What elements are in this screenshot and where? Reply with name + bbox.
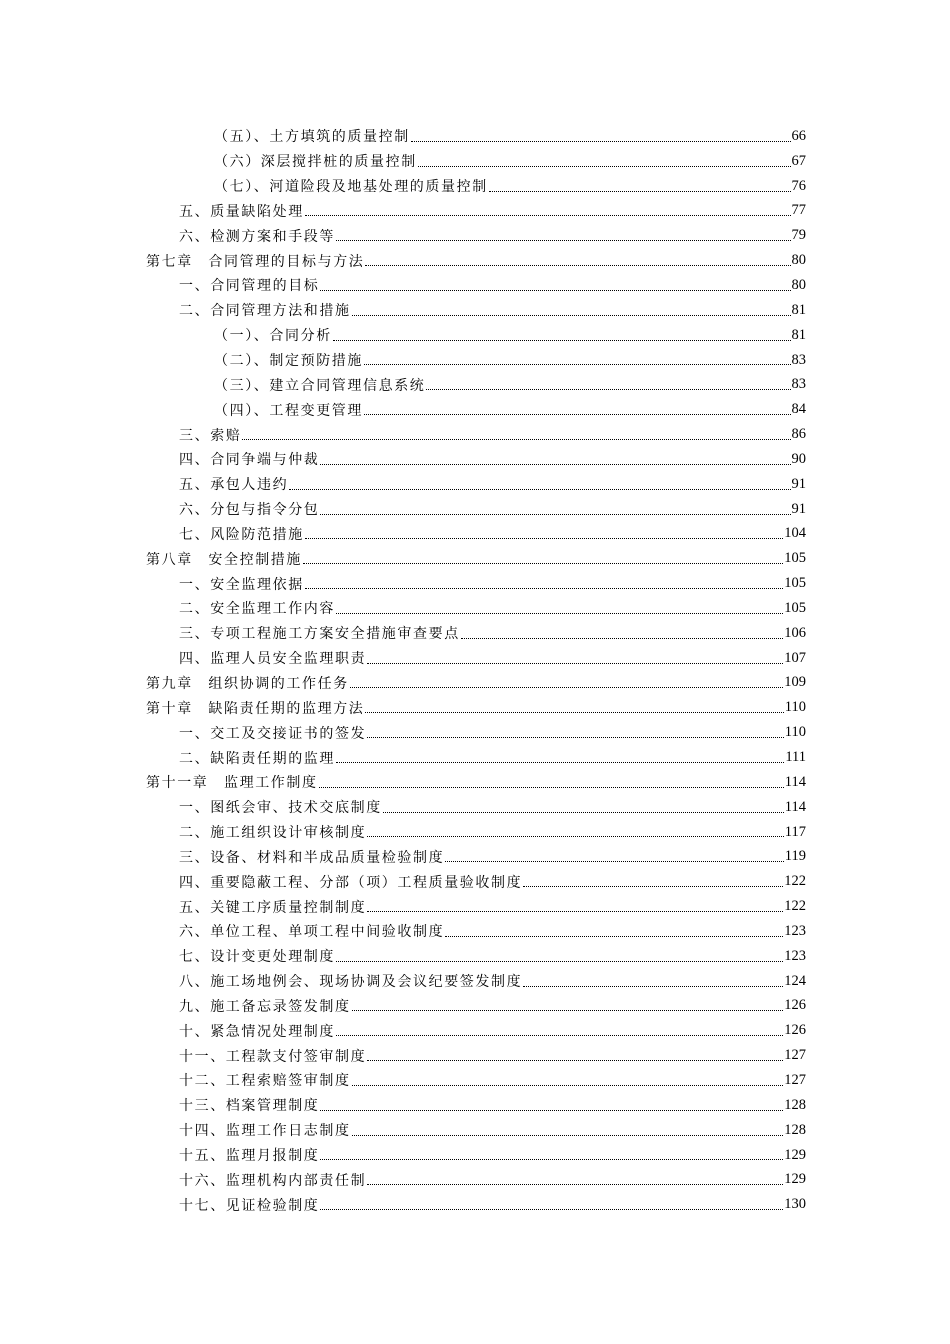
toc-entry-label: （一）、合同分析 <box>214 328 332 345</box>
toc-entry-label: 第七章 合同管理的目标与方法 <box>146 253 365 270</box>
toc-entry[interactable] <box>0 795 806 820</box>
toc-entry-label: 三、索赔 <box>179 427 242 444</box>
toc-dot-leader <box>336 239 791 241</box>
toc-entry-label: 十六、监理机构内部责任制 <box>179 1172 367 1189</box>
toc-entry-label: 十三、档案管理制度 <box>179 1098 320 1115</box>
toc-entry-label: 六、检测方案和手段等 <box>179 228 335 245</box>
toc-dot-leader <box>336 960 783 962</box>
toc-dot-leader <box>352 314 791 316</box>
toc-entry-label: （六）深层搅拌桩的质量控制 <box>214 154 417 171</box>
toc-entry-page-number: 129 <box>784 1146 806 1163</box>
toc-dot-leader <box>383 811 784 813</box>
toc-entry-page-number: 127 <box>784 1071 806 1088</box>
toc-entry-page-number: 86 <box>791 426 806 443</box>
toc-entry-page-number: 83 <box>791 351 806 368</box>
toc-entry-page-number: 128 <box>784 1121 806 1138</box>
toc-dot-leader <box>364 413 791 415</box>
toc-dot-leader <box>320 513 790 515</box>
toc-dot-leader <box>367 662 783 664</box>
toc-entry[interactable] <box>0 1018 806 1043</box>
toc-entry-label: 四、监理人员安全监理职责 <box>179 651 367 668</box>
toc-entry-page-number: 123 <box>784 922 806 939</box>
toc-entry-label: 五、承包人违约 <box>179 477 289 494</box>
toc-dot-leader <box>352 1009 784 1011</box>
toc-entry[interactable] <box>0 820 806 845</box>
toc-dot-leader <box>367 736 784 738</box>
toc-entry-label: 九、施工备忘录签发制度 <box>179 998 351 1015</box>
toc-dot-leader <box>365 711 783 713</box>
toc-entry-label: 三、专项工程施工方案安全措施审查要点 <box>179 626 460 643</box>
toc-dot-leader <box>320 289 790 291</box>
toc-dot-leader <box>365 264 790 266</box>
toc-entry[interactable] <box>0 720 806 745</box>
toc-entry-page-number: 123 <box>784 947 806 964</box>
toc-entry-label: （四）、工程变更管理 <box>214 402 363 419</box>
toc-entry-label: 四、合同争端与仲裁 <box>179 452 320 469</box>
toc-entry[interactable] <box>0 1143 806 1168</box>
toc-entry-page-number: 110 <box>784 724 806 741</box>
toc-entry-label: （二）、制定预防措施 <box>214 353 363 370</box>
toc-entry-label: 一、图纸会审、技术交底制度 <box>179 800 382 817</box>
toc-entry-page-number: 91 <box>791 475 806 492</box>
toc-entry-page-number: 79 <box>791 227 806 244</box>
toc-entry-page-number: 104 <box>784 525 806 542</box>
toc-entry-label: 十二、工程索赔签审制度 <box>179 1073 351 1090</box>
toc-entry[interactable] <box>0 646 806 671</box>
toc-entry-page-number: 67 <box>791 152 806 169</box>
toc-entry-page-number: 77 <box>791 202 806 219</box>
toc-entry-label: 八、施工场地例会、现场协调及会议纪要签发制度 <box>179 974 523 991</box>
toc-entry[interactable] <box>0 919 806 944</box>
toc-entry[interactable] <box>0 695 806 720</box>
toc-entry-label: 七、风险防范措施 <box>179 526 304 543</box>
toc-dot-leader <box>320 1109 783 1111</box>
toc-entry-page-number: 114 <box>784 773 806 790</box>
toc-entry-page-number: 83 <box>791 376 806 393</box>
toc-entry[interactable] <box>0 422 806 447</box>
toc-entry-label: 一、合同管理的目标 <box>179 278 320 295</box>
toc-entry-label: 十五、监理月报制度 <box>179 1148 320 1165</box>
toc-entry[interactable] <box>0 1093 806 1118</box>
toc-entry-page-number: 128 <box>784 1096 806 1113</box>
toc-entry[interactable] <box>0 472 806 497</box>
toc-dot-leader <box>303 562 783 564</box>
toc-dot-leader <box>336 612 783 614</box>
toc-entry-label: 五、关键工序质量控制制度 <box>179 899 367 916</box>
toc-entry-label: （三）、建立合同管理信息系统 <box>214 377 426 394</box>
toc-dot-leader <box>367 835 784 837</box>
toc-dot-leader <box>523 885 783 887</box>
table-of-contents <box>0 124 950 1217</box>
toc-entry[interactable] <box>0 223 806 248</box>
toc-entry-page-number: 109 <box>784 674 806 691</box>
toc-entry[interactable] <box>0 621 806 646</box>
toc-entry-label: 五、质量缺陷处理 <box>179 203 304 220</box>
toc-entry-page-number: 114 <box>784 798 806 815</box>
toc-entry-page-number: 122 <box>784 873 806 890</box>
toc-entry-page-number: 106 <box>784 624 806 641</box>
toc-entry-label: 第八章 安全控制措施 <box>146 551 302 568</box>
toc-dot-leader <box>336 761 784 763</box>
toc-entry[interactable] <box>0 596 806 621</box>
toc-entry[interactable] <box>0 1068 806 1093</box>
toc-entry-label: 第九章 组织协调的工作任务 <box>146 675 349 692</box>
toc-entry[interactable] <box>0 348 806 373</box>
toc-entry[interactable] <box>0 745 806 770</box>
toc-entry-page-number: 107 <box>784 649 806 666</box>
toc-entry-page-number: 76 <box>791 177 806 194</box>
toc-entry-page-number: 90 <box>791 450 806 467</box>
toc-dot-leader <box>411 140 791 142</box>
toc-entry-page-number: 126 <box>784 997 806 1014</box>
toc-entry-page-number: 126 <box>784 1022 806 1039</box>
toc-entry-page-number: 119 <box>784 848 806 865</box>
toc-entry-label: 十、紧急情况处理制度 <box>179 1023 335 1040</box>
toc-dot-leader <box>333 339 791 341</box>
toc-dot-leader <box>305 587 783 589</box>
toc-entry[interactable] <box>0 273 806 298</box>
toc-entry-label: 一、交工及交接证书的签发 <box>179 725 367 742</box>
toc-entry-page-number: 127 <box>784 1047 806 1064</box>
toc-entry[interactable] <box>0 397 806 422</box>
toc-entry-page-number: 111 <box>785 749 806 766</box>
toc-entry-label: 六、分包与指令分包 <box>179 502 320 519</box>
toc-entry[interactable] <box>0 372 806 397</box>
toc-entry[interactable] <box>0 1192 806 1217</box>
toc-dot-leader <box>305 537 783 539</box>
toc-entry-page-number: 105 <box>784 550 806 567</box>
toc-entry-label: 二、安全监理工作内容 <box>179 601 335 618</box>
toc-entry-label: 一、安全监理依据 <box>179 576 304 593</box>
toc-entry[interactable] <box>0 571 806 596</box>
toc-dot-leader <box>289 488 790 490</box>
toc-entry-page-number: 105 <box>784 599 806 616</box>
toc-dot-leader <box>426 388 790 390</box>
toc-dot-leader <box>364 363 791 365</box>
toc-entry-label: 七、设计变更处理制度 <box>179 949 335 966</box>
toc-entry-page-number: 105 <box>784 575 806 592</box>
toc-entry-label: 第十一章 监理工作制度 <box>146 775 318 792</box>
toc-entry[interactable] <box>0 149 806 174</box>
toc-entry-page-number: 81 <box>791 326 806 343</box>
toc-entry-page-number: 91 <box>791 500 806 517</box>
toc-entry-page-number: 80 <box>791 276 806 293</box>
toc-entry-label: 第十章 缺陷责任期的监理方法 <box>146 700 365 717</box>
toc-entry-label: 三、设备、材料和半成品质量检验制度 <box>179 849 445 866</box>
toc-entry-label: 十一、工程款支付签审制度 <box>179 1048 367 1065</box>
toc-entry-page-number: 124 <box>784 972 806 989</box>
toc-entry[interactable] <box>0 546 806 571</box>
toc-entry[interactable] <box>0 447 806 472</box>
toc-dot-leader <box>367 910 783 912</box>
toc-entry[interactable] <box>0 1043 806 1068</box>
toc-dot-leader <box>320 1158 783 1160</box>
toc-dot-leader <box>336 1034 783 1036</box>
toc-entry-page-number: 80 <box>791 252 806 269</box>
toc-entry[interactable] <box>0 323 806 348</box>
toc-entry[interactable] <box>0 497 806 522</box>
toc-dot-leader <box>418 165 791 167</box>
toc-entry[interactable] <box>0 969 806 994</box>
toc-entry[interactable] <box>0 894 806 919</box>
toc-dot-leader <box>445 935 783 937</box>
toc-dot-leader <box>320 463 790 465</box>
toc-entry-label: 十七、见证检验制度 <box>179 1197 320 1214</box>
toc-entry-label: 十四、监理工作日志制度 <box>179 1123 351 1140</box>
toc-entry-page-number: 66 <box>791 127 806 144</box>
toc-dot-leader <box>352 1084 784 1086</box>
toc-entry[interactable] <box>0 522 806 547</box>
toc-entry[interactable] <box>0 298 806 323</box>
toc-entry[interactable] <box>0 844 806 869</box>
toc-entry[interactable] <box>0 248 806 273</box>
toc-entry[interactable] <box>0 1167 806 1192</box>
toc-entry-label: （七）、河道险段及地基处理的质量控制 <box>214 179 488 196</box>
toc-entry[interactable] <box>0 944 806 969</box>
toc-entry-page-number: 122 <box>784 898 806 915</box>
toc-entry-label: 二、缺陷责任期的监理 <box>179 750 335 767</box>
toc-entry-label: 四、重要隐蔽工程、分部（项）工程质量验收制度 <box>179 874 523 891</box>
toc-entry-page-number: 117 <box>784 823 806 840</box>
toc-entry-page-number: 81 <box>791 301 806 318</box>
toc-entry-page-number: 84 <box>791 401 806 418</box>
toc-dot-leader <box>242 438 790 440</box>
toc-entry[interactable] <box>0 1118 806 1143</box>
toc-dot-leader <box>352 1134 784 1136</box>
toc-dot-leader <box>367 1059 783 1061</box>
toc-entry-page-number: 130 <box>784 1196 806 1213</box>
toc-dot-leader <box>350 686 783 688</box>
toc-entry[interactable] <box>0 199 806 224</box>
toc-entry[interactable] <box>0 994 806 1019</box>
toc-entry-label: （五）、土方填筑的质量控制 <box>214 129 410 146</box>
toc-entry[interactable] <box>0 671 806 696</box>
toc-entry-label: 二、合同管理方法和措施 <box>179 303 351 320</box>
toc-dot-leader <box>489 190 791 192</box>
toc-dot-leader <box>320 1208 783 1210</box>
toc-entry-page-number: 129 <box>784 1171 806 1188</box>
toc-dot-leader <box>523 985 783 987</box>
toc-dot-leader <box>367 1183 783 1185</box>
toc-dot-leader <box>461 637 783 639</box>
toc-entry[interactable] <box>0 869 806 894</box>
toc-entry-label: 六、单位工程、单项工程中间验收制度 <box>179 924 445 941</box>
toc-entry-label: 二、施工组织设计审核制度 <box>179 825 367 842</box>
toc-dot-leader <box>445 860 784 862</box>
toc-entry[interactable] <box>0 174 806 199</box>
toc-dot-leader <box>319 786 784 788</box>
toc-dot-leader <box>305 214 791 216</box>
toc-entry-page-number: 110 <box>784 699 806 716</box>
toc-entry[interactable] <box>0 770 806 795</box>
toc-entry[interactable] <box>0 124 806 149</box>
